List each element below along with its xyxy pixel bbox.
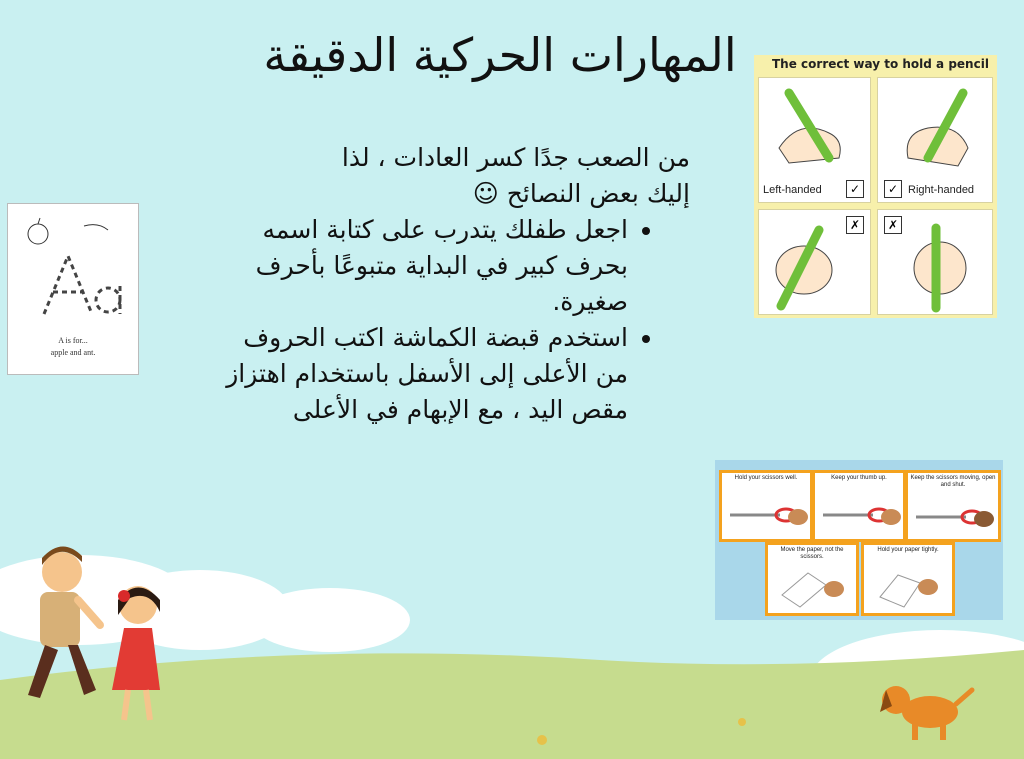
right-handed-cell	[877, 77, 993, 203]
scissor-step-3	[905, 470, 1001, 542]
scissor-step-label: Keep your thumb up.	[831, 475, 887, 481]
tip-item-2: • استخدم قبضة الكماشة اكتب الحروف من الأعلى إلى الأسفل باستخدام اهتزاز مقص اليد ، مع الإبهام في الأعلى	[220, 320, 628, 428]
letter-a-tracing-icon	[8, 204, 138, 334]
left-handed-cell	[758, 77, 871, 203]
pencil-chart-title: The correct way to hold a pencil	[772, 57, 989, 71]
scissors-icon	[815, 473, 903, 539]
slide-body	[220, 140, 690, 428]
scissor-step-5	[861, 542, 955, 616]
check-icon: ✓	[884, 180, 902, 198]
slide-title: المهارات الحركية الدقيقة	[263, 28, 737, 82]
worksheet-caption-2: apple and ant.	[50, 348, 96, 357]
tip-item-1: • اجعل طفلك يتدرب على كتابة اسمه بحرف كبير في البداية متبوعًا بأحرف صغيرة.	[220, 212, 628, 320]
scissor-step-4	[765, 542, 859, 616]
cross-icon: ✗	[884, 216, 902, 234]
right-handed-label: Right-handed	[908, 184, 975, 196]
alphabet-worksheet	[7, 203, 139, 375]
scissor-step-label: Move the paper, not the scissors.	[780, 547, 844, 560]
hand-pencil-icon	[878, 78, 992, 178]
cross-icon: ✗	[846, 216, 864, 234]
paper-hand-icon	[864, 545, 952, 613]
wrong-grip-cell-left	[758, 209, 871, 315]
scissor-step-label: Hold your paper tightly.	[877, 547, 939, 553]
worksheet-caption-1: A is for...	[58, 336, 88, 345]
scissors-skills-chart	[715, 460, 1003, 620]
scissor-step-label: Hold your scissors well.	[734, 475, 798, 481]
hand-pencil-icon	[759, 78, 870, 178]
tips-list	[220, 212, 690, 428]
scissors-icon	[722, 473, 810, 539]
left-handed-label: Left-handed	[763, 184, 822, 196]
pencil-grip-chart	[754, 55, 997, 318]
intro-line-1: من الصعب جدًا كسر العادات ، لذا	[341, 143, 690, 172]
wrong-grip-cell-right	[877, 209, 993, 315]
scissor-step-1	[719, 470, 813, 542]
scissor-step-label: Keep the scissors moving, open and shut.	[910, 475, 996, 488]
scissor-step-2	[812, 470, 906, 542]
check-icon: ✓	[846, 180, 864, 198]
intro-line-2: إليك بعض النصائح ☺	[472, 179, 690, 208]
